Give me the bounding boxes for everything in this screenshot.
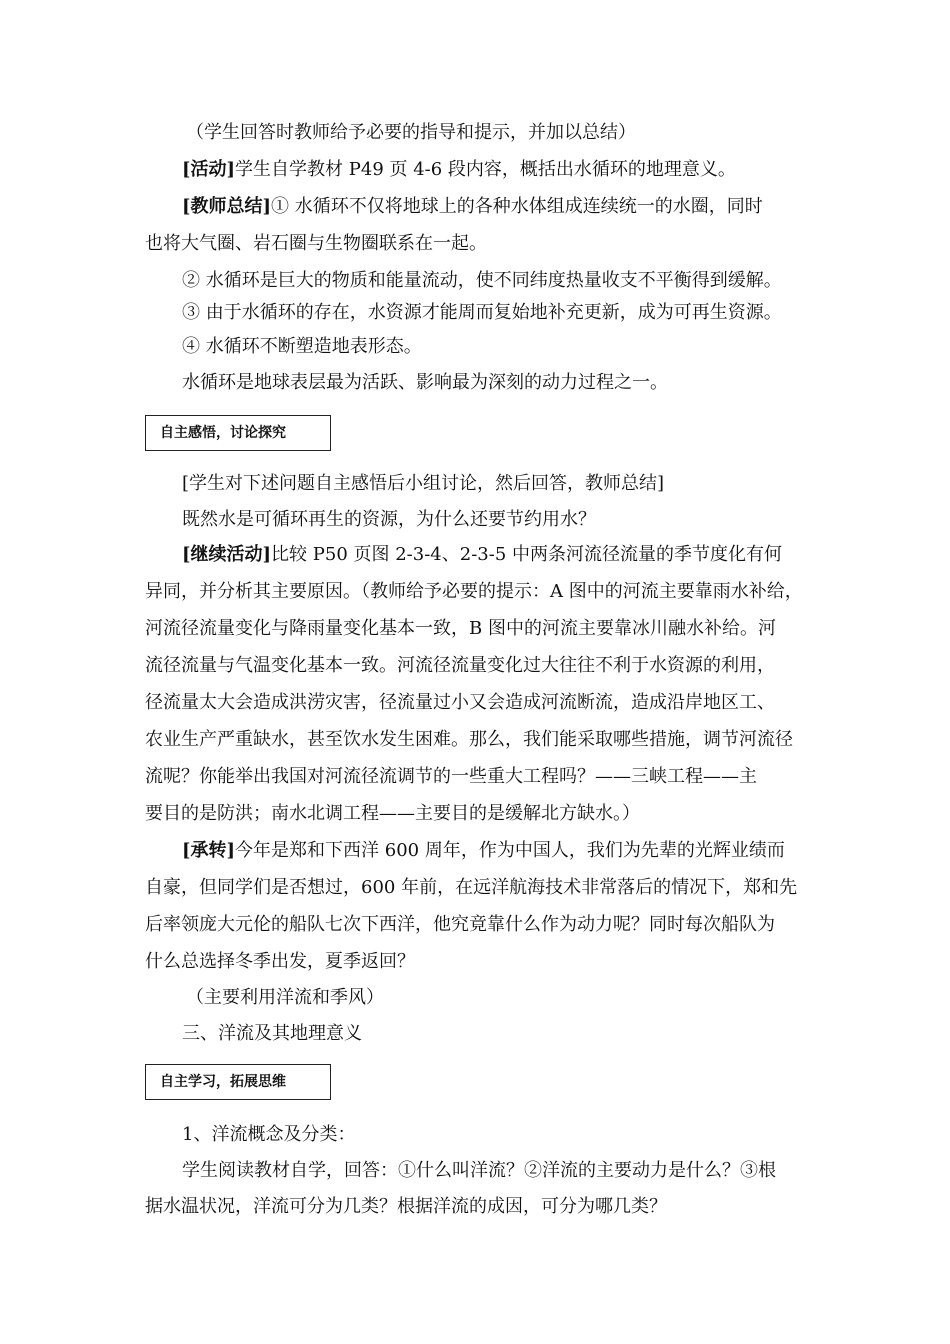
paragraph-continue-activity-line-6: 农业生产严重缺水，甚至饮水发生困难。那么，我们能采取哪些措施，调节河流径 — [145, 729, 793, 750]
section-box-self-study: 自主学习，拓展思维 — [145, 1064, 331, 1100]
paragraph-currents-concept: 1、洋流概念及分类： — [182, 1124, 356, 1145]
teacher-summary-tag: [教师总结] — [182, 196, 272, 217]
paragraph-transition-line-4: 什么总选择冬季出发，夏季返回？ — [145, 951, 415, 972]
section-heading-ocean-currents: 三、洋流及其地理意义 — [182, 1023, 362, 1044]
paragraph-teacher-summary — [182, 192, 763, 222]
paragraph-activity — [182, 155, 736, 185]
transition-tag: [承转] — [182, 840, 236, 861]
paragraph-water-cycle-summary: 水循环是地球表层最为活跃、影响最为深刻的动力过程之一。 — [182, 372, 668, 393]
paragraph-continue-activity — [182, 540, 782, 570]
paragraph-student-answer-note: （学生回答时教师给予必要的指导和提示，并加以总结） — [186, 122, 636, 143]
activity-text: 学生自学教材 P49 页 4-6 段内容，概括出水循环的地理意义。 — [235, 159, 736, 180]
activity-tag: [活动] — [182, 159, 236, 180]
paragraph-continue-activity-line-8: 要目的是防洪；南水北调工程——主要目的是缓解北方缺水。） — [145, 803, 640, 824]
paragraph-point-4: ④ 水循环不断塑造地表形态。 — [182, 336, 422, 357]
paragraph-continue-activity-line-5: 径流量太大会造成洪涝灾害，径流量过小又会造成河流断流，造成沿岸地区工、 — [145, 692, 775, 713]
section-box-self-reflection: 自主感悟，讨论探究 — [145, 415, 331, 451]
transition-text: 今年是郑和下西洋 600 周年，作为中国人，我们为先辈的光辉业绩而 — [235, 840, 785, 861]
paragraph-point-3: ③ 由于水循环的存在，水资源才能周而复始地补充更新，成为可再生资源。 — [182, 302, 782, 323]
paragraph-save-water-question: 既然水是可循环再生的资源，为什么还要节约用水？ — [182, 509, 596, 530]
paragraph-transition-line-3: 后率领庞大元伦的船队七次下西洋，他究竟靠什么作为动力呢？同时每次船队为 — [145, 914, 775, 935]
paragraph-continue-activity-line-7: 流呢？你能举出我国对河流径流调节的一些重大工程吗？——三峡工程——主 — [145, 766, 757, 787]
paragraph-continue-activity-line-4: 流径流量与气温变化基本一致。河流径流量变化过大往往不利于水资源的利用， — [145, 655, 775, 676]
paragraph-transition — [182, 836, 785, 866]
paragraph-teacher-summary-cont: 也将大气圈、岩石圈与生物圈联系在一起。 — [145, 233, 487, 254]
continue-activity-tag: [继续活动] — [182, 544, 272, 565]
paragraph-answer-currents-monsoon: （主要利用洋流和季风） — [186, 987, 384, 1008]
paragraph-group-discussion: [学生对下述问题自主感悟后小组讨论，然后回答，教师总结] — [182, 473, 665, 494]
teacher-summary-text: ① 水循环不仅将地球上的各种水体组成连续统一的水圈，同时 — [271, 196, 763, 217]
paragraph-transition-line-2: 自豪，但同学们是否想过，600 年前，在远洋航海技术非常落后的情况下，郑和先 — [145, 877, 798, 898]
paragraph-continue-activity-line-2: 异同，并分析其主要原因。（教师给予必要的提示：A 图中的河流主要靠雨水补给， — [145, 581, 803, 602]
paragraph-reading-questions: 学生阅读教材自学，回答：①什么叫洋流？②洋流的主要动力是什么？③根 — [182, 1160, 776, 1181]
paragraph-point-2: ② 水循环是巨大的物质和能量流动，使不同纬度热量收支不平衡得到缓解。 — [182, 270, 782, 291]
paragraph-reading-questions-line-2: 据水温状况，洋流可分为几类？根据洋流的成因，可分为哪几类？ — [145, 1196, 667, 1217]
paragraph-continue-activity-line-3: 河流径流量变化与降雨量变化基本一致，B 图中的河流主要靠冰川融水补给。河 — [145, 618, 776, 639]
continue-activity-text: 比较 P50 页图 2-3-4、2-3-5 中两条河流径流量的季节度化有何 — [271, 544, 782, 565]
